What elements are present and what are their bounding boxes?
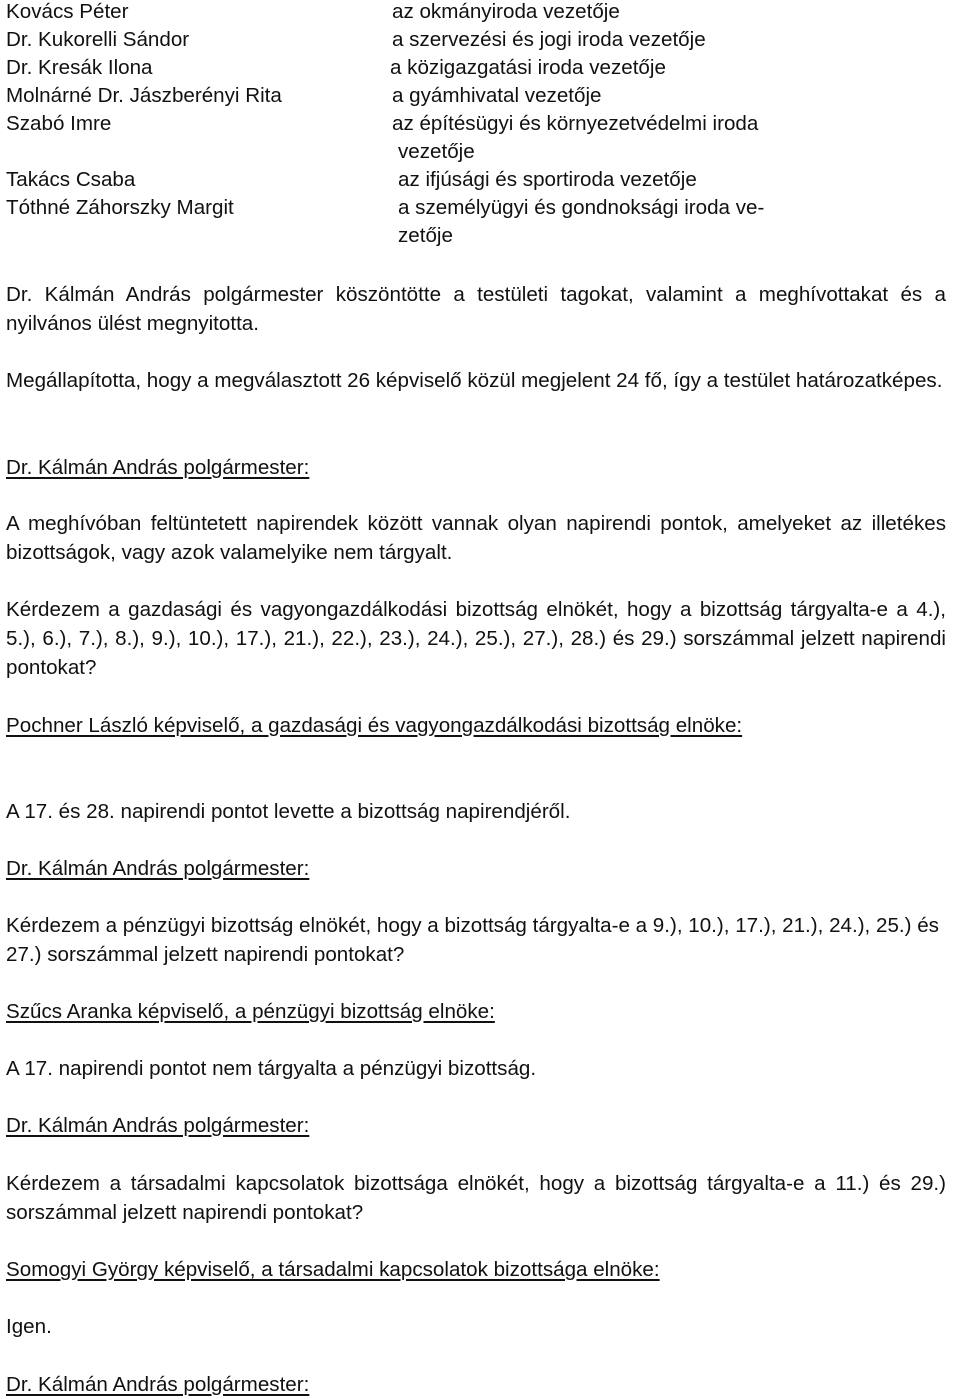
attendee-role: a gyámhivatal vezetője bbox=[392, 84, 602, 107]
attendee-name: Tóthné Záhorszky Margit bbox=[6, 196, 234, 219]
speaker-name: Dr. Kálmán András polgármester: bbox=[6, 456, 310, 479]
attendee-list bbox=[6, 0, 946, 256]
speaker-heading bbox=[6, 1255, 946, 1284]
speaker-name: Somogyi György képviselő, a társadalmi kapcsolatok bizottsága elnöke: bbox=[6, 1258, 660, 1281]
attendee-role: a közigazgatási iroda vezetője bbox=[390, 56, 666, 79]
speaker-heading bbox=[6, 453, 946, 482]
speaker-name: Dr. Kálmán András polgármester: bbox=[6, 1373, 310, 1396]
answer-paragraph: A 17. és 28. napirendi pontot levette a bizottság napirendjéről. bbox=[6, 800, 571, 823]
speaker-heading bbox=[6, 711, 956, 740]
attendee-name: Szabó Imre bbox=[6, 112, 112, 135]
question-paragraph: Kérdezem a társadalmi kapcsolatok bizottsága elnökét, hogy a bizottság tárgyalta-e a 11.) és 29.) sorszámmal jelzett napirendi pontokat? bbox=[6, 1172, 946, 1224]
attendee-role: az okmányiroda vezetője bbox=[392, 0, 620, 23]
attendee-role: az építésügyi és környezetvédelmi iroda bbox=[392, 112, 759, 135]
speaker-name: Dr. Kálmán András polgármester: bbox=[6, 857, 310, 880]
question-paragraph: Kérdezem a pénzügyi bizottság elnökét, hogy a bizottság tárgyalta-e a 9.), 10.), 17.), 21.), 24.), 25.) és 27.) sorszámmal jelzett napirendi pontokat? bbox=[6, 914, 939, 966]
attendee-role: a személyügyi és gondnoksági iroda ve- bbox=[398, 196, 765, 219]
attendee-role: a szervezési és jogi iroda vezetője bbox=[392, 28, 706, 51]
speaker-heading bbox=[6, 997, 946, 1026]
attendee-role-continued: zetője bbox=[398, 224, 453, 247]
speaker-name: Szűcs Aranka képviselő, a pénzügyi bizottság elnöke: bbox=[6, 1000, 495, 1023]
attendee-role: az ifjúsági és sportiroda vezetője bbox=[398, 168, 697, 191]
speaker-name: Pochner László képviselő, a gazdasági és vagyongazdálkodási bizottság elnöke: bbox=[6, 714, 743, 737]
speaker-name: Dr. Kálmán András polgármester: bbox=[6, 1114, 310, 1137]
attendee-name: Kovács Péter bbox=[6, 0, 129, 23]
speaker-heading bbox=[6, 1370, 946, 1399]
attendee-name: Dr. Kresák Ilona bbox=[6, 56, 153, 79]
attendee-role-continued: vezetője bbox=[398, 140, 475, 163]
document-page bbox=[6, 0, 946, 1396]
opening-paragraph: Dr. Kálmán András polgármester köszöntötte a testületi tagokat, valamint a meghívottakat és a nyilvános ülést megnyitotta. bbox=[6, 283, 946, 335]
attendee-name: Molnárné Dr. Jászberényi Rita bbox=[6, 84, 282, 107]
answer-paragraph: Igen. bbox=[6, 1315, 52, 1338]
answer-paragraph: A 17. napirendi pontot nem tárgyalta a pénzügyi bizottság. bbox=[6, 1057, 537, 1080]
quorum-paragraph: Megállapította, hogy a megválasztott 26 képviselő közül megjelent 24 fő, így a testület határozatképes. bbox=[6, 369, 943, 392]
question-paragraph: Kérdezem a gazdasági és vagyongazdálkodási bizottság elnökét, hogy a bizottság tárgyalta-e a 4.), 5.), 6.), 7.), 8.), 9.), 10.), 17.), 21.), 22.), 23.), 24.), 25.), 27.), 28.) és 29.) sorszámmal jelzett napirendi pontokat? bbox=[6, 598, 946, 679]
agenda-note-paragraph: A meghívóban feltüntetett napirendek között vannak olyan napirendi pontok, amelyeket az illetékes bizottságok, vagy azok valamelyike nem tárgyalt. bbox=[6, 512, 946, 564]
speaker-heading bbox=[6, 854, 946, 883]
attendee-name: Dr. Kukorelli Sándor bbox=[6, 28, 190, 51]
attendee-name: Takács Csaba bbox=[6, 168, 136, 191]
speaker-heading bbox=[6, 1111, 946, 1140]
